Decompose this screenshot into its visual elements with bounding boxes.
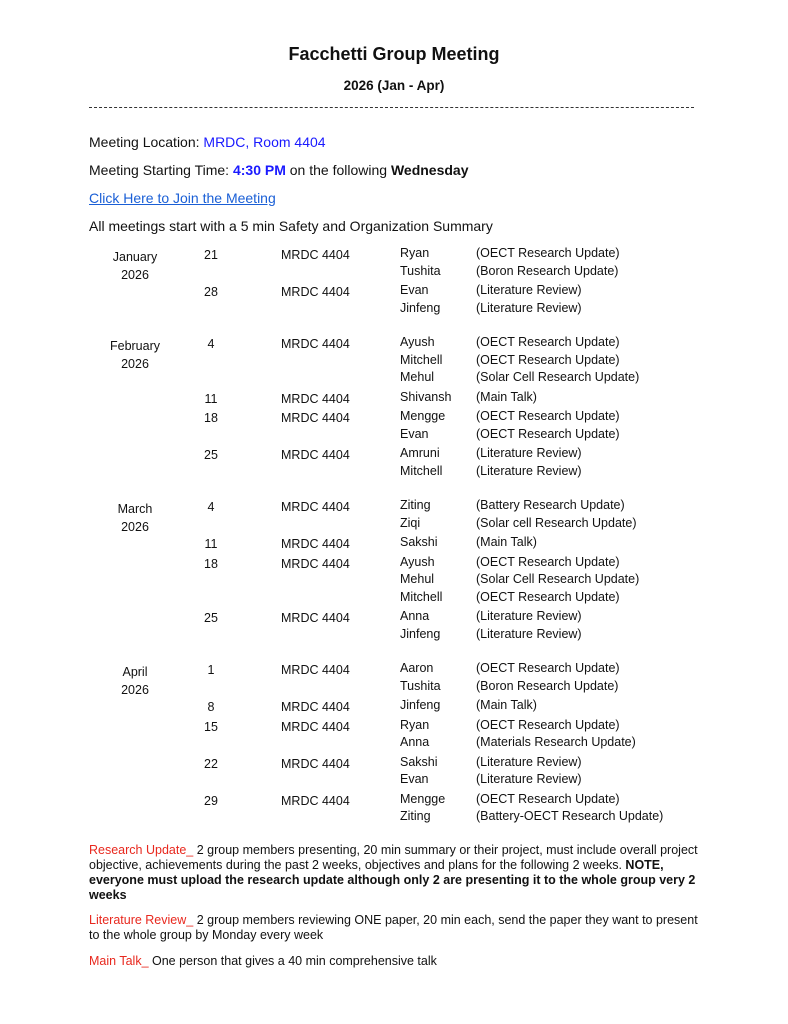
time-middle: on the following (285, 162, 391, 178)
presenter-name: Jinfeng (400, 626, 441, 641)
session-room: MRDC 4404 (281, 500, 350, 514)
month-block (0, 497, 788, 643)
presenter-row (0, 263, 788, 281)
presenter-row (0, 534, 788, 552)
session-row (0, 445, 788, 480)
presenter-name: Mitchell (400, 352, 443, 367)
note-main-talk (89, 954, 704, 969)
presenter-name: Sakshi (400, 535, 438, 549)
presentation-type: (OECT Research Update) (476, 335, 620, 349)
session-room: MRDC 4404 (281, 285, 350, 299)
session-row (0, 282, 788, 317)
session-day: 4 (207, 337, 215, 351)
session-row (0, 660, 788, 695)
month-block (0, 334, 788, 480)
session-row (0, 408, 788, 443)
presenter-name: Evan (400, 283, 429, 297)
session-row (0, 791, 788, 826)
session-room: MRDC 4404 (281, 611, 350, 625)
safety-summary-note: All meetings start with a 5 min Safety and Organization Summary (89, 218, 493, 234)
location-value: MRDC, Room 4404 (203, 134, 326, 150)
presenter-row (0, 334, 788, 352)
presenter-name: Sakshi (400, 754, 438, 769)
month-year: 2026 (121, 683, 149, 697)
research-update-text: 2 group members presenting, 20 min summary or their project, must include overall project objective, achievements during the past 2 weeks, objectives and plans for the following 2 weeks. (89, 843, 698, 872)
main-talk-label: Main Talk_ (89, 954, 149, 968)
session-room: MRDC 4404 (281, 537, 350, 551)
session-row (0, 334, 788, 387)
session-room: MRDC 4404 (281, 391, 350, 406)
presenter-name: Evan (400, 426, 429, 441)
presenter-row (0, 678, 788, 696)
research-update-label: Research Update_ (89, 843, 194, 857)
presenter-row (0, 608, 788, 626)
literature-review-text: 2 group members reviewing ONE paper, 20 min each, send the paper they want to present to the whole group by Monday every week (89, 913, 698, 942)
presenter-row (0, 445, 788, 463)
time-label: Meeting Starting Time: (89, 162, 233, 178)
presentation-type: (OECT Research Update) (476, 589, 620, 604)
presentation-type: (Literature Review) (476, 609, 582, 623)
presenter-row (0, 389, 788, 407)
session-day: 29 (204, 793, 218, 808)
presenter-row (0, 426, 788, 444)
presenter-row (0, 300, 788, 318)
presentation-type: (Solar cell Research Update) (476, 515, 637, 530)
location-label: Meeting Location: (89, 134, 204, 150)
presenter-row (0, 408, 788, 426)
presenter-row (0, 717, 788, 735)
presentation-type: (Literature Review) (476, 754, 582, 769)
research-update-note: NOTE, everyone must upload the research update although only 2 are presenting it to the whole group very 2 weeks (89, 858, 696, 902)
session-room: MRDC 4404 (281, 663, 350, 677)
presenter-name: Mengge (400, 791, 446, 806)
presentation-type: (Battery Research Update) (476, 498, 625, 512)
presenter-row (0, 369, 788, 387)
presenter-name: Mehul (400, 370, 435, 384)
presenter-name: Ziting (400, 809, 431, 823)
presenter-name: Ryan (400, 717, 430, 732)
presenter-row (0, 754, 788, 772)
session-row (0, 554, 788, 607)
presenter-row (0, 352, 788, 370)
presentation-type: (Solar Cell Research Update) (476, 370, 640, 384)
presenter-row (0, 463, 788, 481)
session-day: 4 (207, 500, 215, 514)
presentation-type: (Main Talk) (476, 389, 537, 404)
session-day: 18 (204, 556, 218, 571)
time-value: 4:30 PM (232, 162, 286, 178)
presentation-type: (Literature Review) (476, 772, 582, 786)
session-day: 21 (204, 248, 218, 262)
month-year: 2026 (121, 268, 149, 282)
month-year: 2026 (121, 520, 149, 534)
presenter-row (0, 554, 788, 572)
session-row (0, 697, 788, 715)
presenter-name: Mengge (400, 409, 446, 423)
presenter-row (0, 808, 788, 826)
session-room: MRDC 4404 (281, 700, 350, 714)
presentation-type: (Solar Cell Research Update) (476, 572, 640, 586)
session-day: 15 (204, 719, 218, 734)
join-meeting-link[interactable]: Click Here to Join the Meeting (89, 190, 276, 206)
presenter-name: Ayush (400, 554, 435, 569)
presenter-name: Evan (400, 772, 429, 786)
presentation-type: (Boron Research Update) (476, 678, 619, 693)
session-row (0, 608, 788, 643)
presentation-type: (Literature Review) (476, 446, 582, 460)
session-room: MRDC 4404 (281, 411, 350, 425)
month-block (0, 245, 788, 317)
presenter-name: Ziqi (400, 515, 421, 530)
presenter-name: Ayush (400, 335, 435, 349)
session-day: 28 (204, 285, 218, 299)
presentation-type: (OECT Research Update) (476, 409, 620, 423)
presenter-name: Amruni (400, 446, 440, 460)
session-day: 18 (204, 411, 218, 425)
presenter-row (0, 734, 788, 752)
meeting-time (89, 162, 469, 178)
page-title: Facchetti Group Meeting (288, 44, 500, 64)
month-year: 2026 (121, 357, 149, 371)
presenter-row (0, 245, 788, 263)
presentation-type: (Boron Research Update) (476, 263, 619, 278)
schedule-table (0, 245, 788, 826)
presenter-row (0, 515, 788, 533)
literature-review-label: Literature Review_ (89, 913, 194, 927)
presenter-name: Anna (400, 609, 430, 623)
presenter-row (0, 697, 788, 715)
presenter-name: Shivansh (400, 389, 452, 404)
session-day: 25 (204, 448, 218, 462)
month-name: March (117, 502, 153, 516)
session-day: 1 (207, 663, 215, 677)
presenter-name: Mitchell (400, 463, 443, 478)
presenter-row (0, 497, 788, 515)
session-room: MRDC 4404 (281, 756, 350, 771)
session-room: MRDC 4404 (281, 719, 350, 734)
presentation-type: (Literature Review) (476, 463, 582, 478)
session-day: 25 (204, 611, 218, 625)
presentation-type: (Literature Review) (476, 283, 582, 297)
session-day: 11 (204, 537, 218, 551)
presenter-row (0, 660, 788, 678)
session-room: MRDC 4404 (281, 793, 350, 808)
presentation-type: (Main Talk) (476, 698, 537, 712)
presentation-type: (OECT Research Update) (476, 661, 620, 675)
note-research-update (89, 843, 704, 903)
meeting-location (89, 134, 326, 150)
session-day: 22 (204, 756, 218, 771)
month-name: January (112, 250, 158, 264)
session-day: 11 (204, 391, 218, 406)
presenter-name: Mehul (400, 572, 435, 586)
presenter-row (0, 771, 788, 789)
main-talk-text: One person that gives a 40 min comprehensive talk (148, 954, 437, 968)
month-name: February (109, 339, 161, 353)
session-room: MRDC 4404 (281, 448, 350, 462)
session-room: MRDC 4404 (281, 337, 350, 351)
presentation-type: (OECT Research Update) (476, 554, 620, 569)
presentation-type: (OECT Research Update) (476, 791, 620, 806)
time-day: Wednesday (390, 162, 469, 178)
session-row (0, 389, 788, 407)
presenter-row (0, 626, 788, 644)
presentation-type: (Materials Research Update) (476, 735, 636, 749)
session-row (0, 754, 788, 789)
presenter-name: Ziting (400, 498, 431, 512)
session-room: MRDC 4404 (281, 556, 350, 571)
presentation-type: (Main Talk) (476, 535, 537, 549)
page-subtitle: 2026 (Jan - Apr) (343, 78, 445, 93)
presentation-type: (Literature Review) (476, 626, 582, 641)
presentation-type: (Battery-OECT Research Update) (476, 809, 664, 823)
presenter-name: Aaron (400, 661, 434, 675)
presenter-name: Tushita (400, 263, 441, 278)
presenter-row (0, 282, 788, 300)
presenter-name: Mitchell (400, 589, 443, 604)
presenter-name: Jinfeng (400, 698, 441, 712)
month-name: April (122, 665, 148, 679)
note-literature-review (89, 913, 704, 943)
month-block (0, 660, 788, 826)
presenter-name: Ryan (400, 246, 430, 260)
presenter-row (0, 791, 788, 809)
presenter-name: Tushita (400, 678, 441, 693)
presenter-row (0, 571, 788, 589)
presentation-type: (OECT Research Update) (476, 352, 620, 367)
session-row (0, 534, 788, 552)
presenter-row (0, 589, 788, 607)
session-row (0, 497, 788, 532)
presentation-type: (OECT Research Update) (476, 426, 620, 441)
presentation-type: (OECT Research Update) (476, 717, 620, 732)
session-row (0, 245, 788, 280)
session-room: MRDC 4404 (281, 248, 350, 262)
presentation-type: (OECT Research Update) (476, 246, 620, 260)
session-row (0, 717, 788, 752)
presenter-name: Anna (400, 735, 430, 749)
dashed-divider (89, 107, 694, 108)
presentation-type: (Literature Review) (476, 300, 582, 315)
presenter-name: Jinfeng (400, 300, 441, 315)
session-day: 8 (207, 700, 215, 714)
